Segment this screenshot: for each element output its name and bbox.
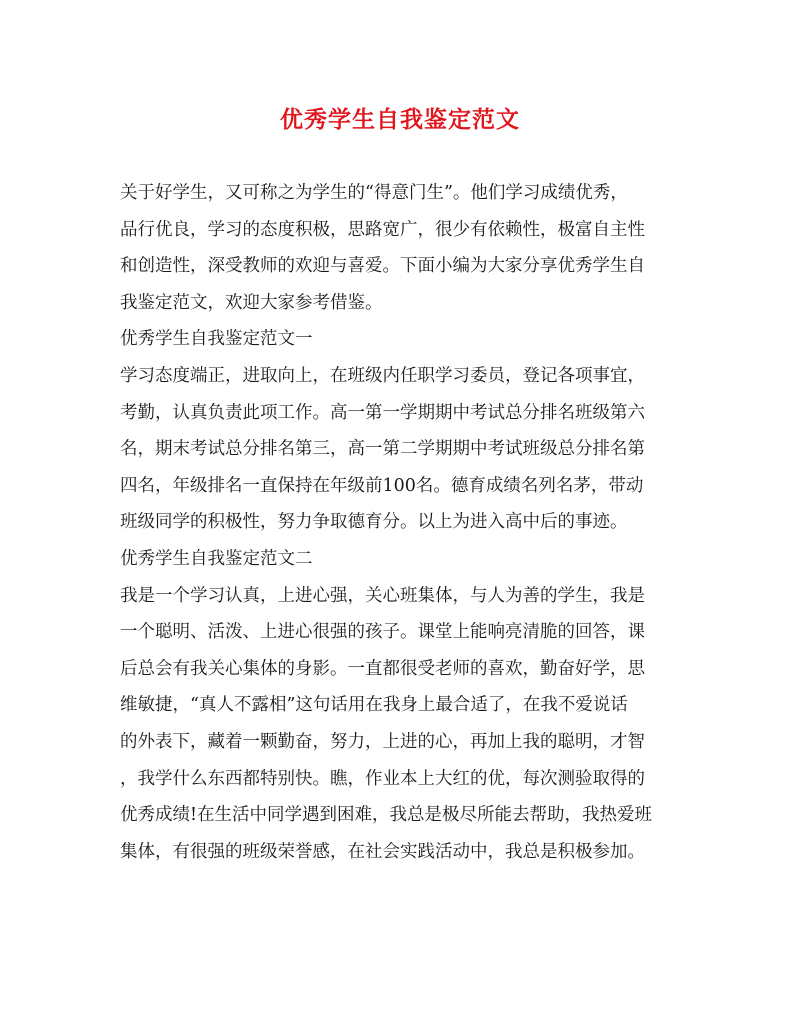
text-line: 关于好学生，又可称之为学生的“得意门生”。他们学习成绩优秀，: [120, 183, 628, 203]
document-title: 优秀学生自我鉴定范文: [280, 106, 520, 133]
text-line: 一个聪明、活泼、上进心很强的孩子。课堂上能响亮清脆的回答，课: [120, 622, 645, 643]
text-line: ，我学什么东西都特别快。瞧，作业本上大红的优，每次测验取得的: [120, 768, 645, 789]
text-line: 班级同学的积极性，努力争取德育分。以上为进入高中后的事迹。: [120, 512, 628, 533]
text-line: 的外表下，藏着一颗勤奋，努力，上进的心，再加上我的聪明，才智: [120, 731, 645, 752]
text-line: 名，期末考试总分排名第三，高一第二学期期中考试班级总分排名第: [120, 439, 645, 460]
text-line: 我鉴定范文，欢迎大家参考借鉴。: [120, 292, 383, 313]
text-line: 集体，有很强的班级荣誉感，在社会实践活动中，我总是积极参加。: [120, 841, 645, 862]
text-line: 我是一个学习认真，上进心强，关心班集体，与人为善的学生，我是: [120, 585, 645, 606]
text-line: 和创造性，深受教师的欢迎与喜爱。下面小编为大家分享优秀学生自: [120, 256, 645, 277]
text-line: 学习态度端正，进取向上，在班级内任职学习委员，登记各项事宜，: [120, 365, 645, 386]
section-heading-2: 优秀学生自我鉴定范文二: [120, 548, 313, 569]
text-line: 优秀成绩!在生活中同学遇到困难，我总是极尽所能去帮助，我热爱班: [120, 805, 653, 826]
text-line: 考勤，认真负责此项工作。高一第一学期期中考试总分排名班级第六: [120, 402, 645, 423]
text-line: 维敏捷，“真人不露相”这句话用在我身上最合适了，在我不爱说话: [120, 695, 628, 716]
section-heading-1: 优秀学生自我鉴定范文一: [120, 329, 313, 350]
text-line: 后总会有我关心集体的身影。一直都很受老师的喜欢，勤奋好学，思: [120, 658, 645, 679]
document-body: [120, 175, 680, 870]
text-line: 四名，年级排名一直保持在年级前100名。德育成绩名列名茅，带动: [120, 475, 644, 496]
text-line: 品行优良，学习的态度积极，思路宽广，很少有依赖性，极富自主性: [120, 219, 645, 240]
